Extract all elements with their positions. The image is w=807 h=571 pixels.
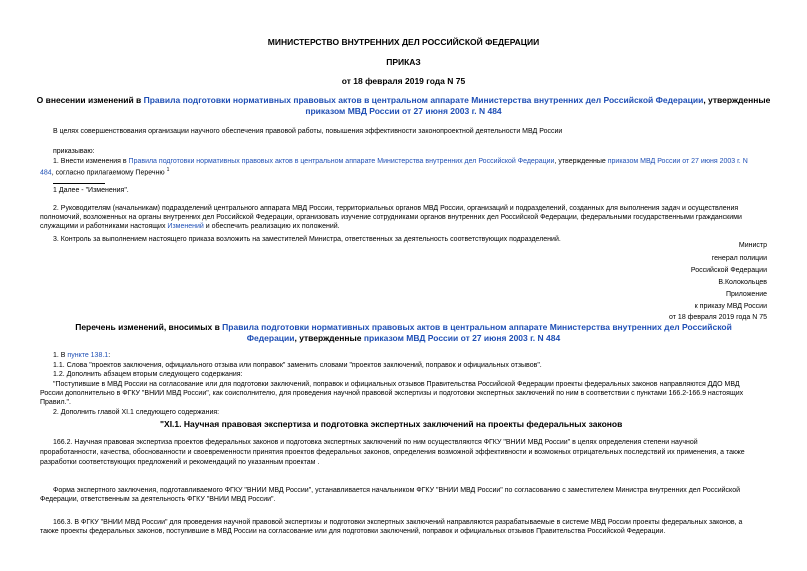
changes-link[interactable]: Изменений: [167, 223, 204, 230]
item-2-line3-post: и обеспечить реализацию их положений.: [203, 223, 340, 230]
list-rules-link[interactable]: Правила подготовки нормативных правовых актов в центральном аппарате Министерства внутренних дел Российской: [222, 322, 732, 332]
document-date-number: от 18 февраля 2019 года N 75: [341, 76, 466, 86]
signature-country: Российской Федерации: [690, 267, 767, 274]
item-2-line3-pre: служащими и работниками настоящих: [40, 223, 168, 230]
p166-3-line1: 166.3. В ФГКУ "ВНИИ МВД России" для проведения научной правовой экспертизы и подготовки экспертных заключений направляются разрабатываемые в системе МВД России проекты федеральных законов, а: [53, 519, 743, 526]
change-1-prefix: 1. В: [53, 352, 68, 359]
appendix-date: от 18 февраля 2019 года N 75: [669, 314, 767, 321]
p166-2-line1: 166.2. Научная правовая экспертиза проектов федеральных законов и подготовка экспертных заключений по ним осуществляются ФГКУ "ВНИИ МВД России" в целях определения степени научной: [53, 439, 698, 446]
p166-3-line2: также проекты федеральных законов, поступившие в МВД России на согласование или для подготовки заключений, поправок и официальных отзывов Правительства Российской Федерации.: [40, 528, 666, 535]
footnote-mark[interactable]: 1: [166, 167, 170, 173]
item-1-line2-rest: , согласно прилагаемому Перечню: [51, 169, 165, 177]
list-title-prefix: Перечень изменений, вносимых в: [75, 322, 223, 332]
item-3: 3. Контроль за выполнением настоящего приказа возложить на заместителей Министра, ответственных за деятельность соответствующих подразделений.: [53, 236, 561, 243]
change-1-suffix: :: [108, 352, 111, 359]
document-type: ПРИКАЗ: [386, 57, 421, 67]
list-title-mid: , утвержденные: [294, 333, 364, 343]
p166-2-line2: проработанности, качества, обоснованности и своевременности принятия проектов федеральных законов, определения возможной эффективности и возможных отрицательных последствий их применения, а также: [40, 449, 745, 456]
title-mid: , утвержденные: [703, 95, 771, 105]
quote-line3: Правил.".: [40, 399, 71, 406]
footnote: 1 Далее - "Изменения".: [53, 187, 129, 194]
quote-line1: "Поступившие в МВД России на согласование или для подготовки заключений, поправок и официальных отзывов Правительства Российской Федерации проекты федеральных законов направляются ДДО МВД: [53, 381, 740, 388]
chapter-heading: "XI.1. Научная правовая экспертиза и подготовка экспертных заключений на проекты федеральных законов: [160, 419, 623, 429]
item-2-line1: 2. Руководителям (начальникам) подразделений центрального аппарата МВД России, территориальных органов МВД России, организаций и подразделений, созданных для выполнения задач и осуществления: [53, 205, 739, 212]
preamble: В целях совершенствования организации научного обеспечения правовой работы, повышения эффективности законопроектной деятельности МВД России: [53, 128, 563, 135]
item-1-prefix: 1. Внести изменения в: [53, 158, 129, 165]
footnote-divider: [53, 183, 105, 184]
appendix-label: Приложение: [725, 291, 767, 298]
signature-rank: генерал полиции: [711, 255, 767, 262]
document-title: [0, 95, 807, 117]
change-1-2: 1.2. Дополнить абзацем вторым следующего содержания:: [53, 371, 243, 378]
item-1-order-link[interactable]: приказом МВД России от 27 июня 2003 г. N: [607, 158, 748, 165]
change-1: [53, 351, 110, 360]
list-rules-link-cont[interactable]: Федерации: [246, 333, 295, 343]
list-order-link[interactable]: приказом МВД России от 27 июня 2003 г. N 484: [363, 333, 561, 343]
order-word: приказываю:: [53, 148, 95, 155]
item-1: [40, 157, 768, 166]
item-2-line2: полномочий, возложенных на органы внутренних дел Российской Федерации, организовать изучение сотрудниками органов внутренних дел Российской Федерации, федеральными государственными гражданскими: [40, 214, 742, 221]
title-prefix: О внесении изменений в: [36, 95, 144, 105]
change-1-1: 1.1. Слова "проектов заключения, официального отзыва или поправок" заменить словами "проектов заключений, поправок и официальных отзывов".: [53, 362, 542, 369]
ministry-heading: МИНИСТЕРСТВО ВНУТРЕННИХ ДЕЛ РОССИЙСКОЙ ФЕДЕРАЦИИ: [267, 37, 540, 47]
signature-title: Министр: [738, 242, 767, 249]
point-138-1-link[interactable]: пункте 138.1: [67, 352, 109, 359]
item-1-rules-link[interactable]: Правила подготовки нормативных правовых актов в центральном аппарате Министерства внутренних дел Российской Федерации: [128, 158, 555, 165]
change-2: 2. Дополнить главой XI.1 следующего содержания:: [53, 409, 220, 416]
form-line1: Форма экспертного заключения, подготавливаемого ФГКУ "ВНИИ МВД России", устанавливается начальником ФГКУ "ВНИИ МВД России" по согласованию с заместителем Министра внутренних дел Российской: [53, 487, 740, 494]
item-1-order-link-cont[interactable]: 484: [40, 169, 52, 177]
item-1-line2: [40, 166, 169, 177]
p166-2-line3: разработки соответствующих предложений и рекомендаций по указанным проектам .: [40, 459, 320, 466]
rules-link[interactable]: Правила подготовки нормативных правовых актов в центральном аппарате Министерства внутренних дел Российской Федерации: [143, 95, 704, 105]
quote-line2: России дополнительно в ФГКУ "ВНИИ МВД России", как соисполнителю, для проведения научной правовой экспертизы и подготовки экспертных заключений по ним в соответствии с пунктами 166.2-166.9 настоящих: [40, 390, 744, 397]
form-line2: Федерации, ответственным за деятельность ФГКУ "ВНИИ МВД России".: [40, 496, 276, 503]
item-2-line3: [40, 222, 340, 231]
order-484-link[interactable]: приказом МВД России от 27 июня 2003 г. N 484: [305, 106, 502, 116]
appendix-order: к приказу МВД России: [694, 303, 767, 310]
item-1-mid: , утвержденные: [554, 158, 608, 165]
signature-name: В.Колокольцев: [718, 279, 767, 286]
changes-list-title: [0, 322, 807, 344]
